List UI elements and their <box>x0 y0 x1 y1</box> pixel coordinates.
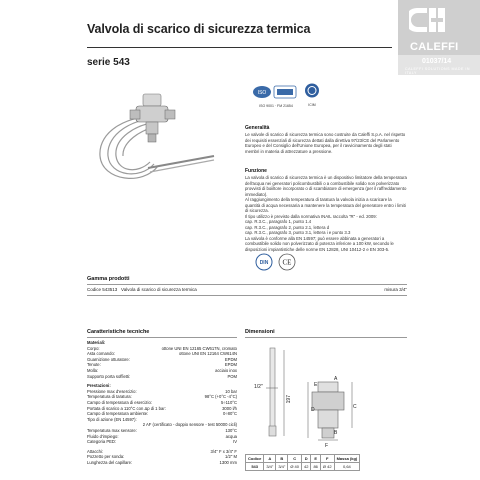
funzione-list-item: cap. R.3.C., paragrafo 2, punto 2.1, lettera d <box>245 224 330 230</box>
spec-row: Portata di scarico a 110°C con Δp di 1 bar: 3000 l/h <box>87 405 237 411</box>
serie-label: serie 543 <box>87 57 130 68</box>
spec-row: Tenute: EPDM <box>87 362 237 368</box>
funzione-list-item: cap. R.3.C., paragrafo 3, punto 3.1, lettera i e punto 3.3 <box>245 230 351 235</box>
generalita-section <box>245 125 407 154</box>
gamma-size: misura 3/4" <box>384 287 407 292</box>
gamma-rule-bottom <box>87 295 407 296</box>
funzione-text-1: La valvola di scarico di sicurezza termica è un dispositivo limitatore della temperatura dell'acqua nei generatori policombustibili o a combustibile solido non polverizzato provvisti di boiiltore incorporato o di scambiatore di emergenza (per il raffreddamento immediato). <box>245 175 407 197</box>
funzione-heading: Funzione <box>245 168 267 174</box>
table-row: 543 3/4" 3/4" Ø 40 42 86 Ø 42 0,64 <box>246 463 360 471</box>
doc-code: 01037/14 <box>422 58 452 65</box>
funzione-text-2: Al raggiungimento della temperatura di taratura la valvola inizia a scaricare la quantità di acqua necessaria a mantenere la temperatura del generatore entro i limiti di sicurezza. <box>245 197 406 213</box>
spec-row: Campo di temperatura ambiente: 0÷80°C <box>87 411 237 417</box>
spec-row: Supporto porta soffietti: POM <box>87 373 237 379</box>
dimensioni-heading: Dimensioni <box>245 329 275 335</box>
dimensioni-rule <box>245 337 407 338</box>
spec-row: Attacchi: 3/4" F x 3/4" F <box>87 448 237 454</box>
gamma-rule <box>87 284 407 285</box>
funzione-list-item: cap. R.3.C., paragrafo 1, punto 1.4 <box>245 219 312 224</box>
ce-mark-icon <box>278 253 296 271</box>
spec-row: Campo di temperatura di esercizio: 5÷110°C <box>87 399 237 405</box>
funzione-section <box>245 168 407 252</box>
caratteristiche-table <box>87 340 237 465</box>
spec-row: Pressione max d'esercizio: 10 bar <box>87 388 237 394</box>
spec-row: Pozzetto per sonda: 1/2" M <box>87 454 237 460</box>
spec-row: Categoria PED: IV <box>87 439 237 445</box>
icim-cert-icon <box>303 83 321 98</box>
iso-cert-text: ISO 9001 · FM 21654 <box>259 104 293 108</box>
spec-row: Corpo: ottone UNI EN 12165 CW617N, cromato <box>87 345 237 351</box>
iso-cert-badge <box>252 85 300 108</box>
dim-letter: F <box>325 443 329 449</box>
din-cert-icon <box>255 253 273 271</box>
caratteristiche-rule <box>87 337 237 338</box>
svg-text:CE: CE <box>282 258 292 267</box>
dimension-table <box>245 454 360 471</box>
iso-cert-icon <box>252 85 300 99</box>
dim-label-half: 1/2" <box>254 384 263 390</box>
dimension-drawing <box>248 340 408 450</box>
funzione-list-item: La valvola è conforme alla EN 14597; può essere abbinata a generatori a combustibile solido non polverizzato di potenza inferiore a 100 kW, secondo le disposizioni impiantistiche delle norme EN 12828, UNI 10412-2 e EN 303-5. <box>245 235 394 252</box>
spec-row: Guarnizione otturatore: EPDM <box>87 356 237 362</box>
spec-row: Asta comando: ottone UNI EN 12164 CW614N <box>87 351 237 357</box>
brand-name: CALEFFI <box>410 41 459 53</box>
dim-label-197: 197 <box>286 395 292 404</box>
dim-letter: E <box>314 382 318 388</box>
generalita-heading: Generalità <box>245 125 270 131</box>
dim-letter: B <box>334 430 338 436</box>
icim-cert-text: ICIM <box>308 103 316 107</box>
spec-row: 2 AF (certificato - doppio sensore - test 50000 cicli) <box>142 422 237 428</box>
dim-letter: D <box>311 407 315 413</box>
spec-row: Temperatura max sensore: 130°C <box>87 427 237 433</box>
table-header-row: Codice A B C D E F Massa (kg) <box>246 455 360 463</box>
prestazioni-heading: Prestazioni: <box>87 383 111 389</box>
icim-cert-badge <box>303 83 321 105</box>
gamma-row <box>87 287 407 292</box>
valve-product-image <box>88 86 223 201</box>
page-title: Valvola di scarico di sicurezza termica <box>87 22 311 36</box>
materiali-heading: Materiali: <box>87 340 106 345</box>
svg-text:ISO: ISO <box>257 90 267 96</box>
svg-text:DIN: DIN <box>259 260 269 266</box>
dim-letter: C <box>353 404 357 410</box>
funzione-list-item: Il tipo utilizzo è previsto dalla normativa INAIL raccolta "R" - ed. 2009: <box>245 213 377 219</box>
tagline: CALEFFI SOLUTIONS MADE IN ITALY <box>405 67 471 75</box>
caleffi-logo-icon <box>409 6 447 36</box>
spec-row: Lunghezza del capillare: 1300 mm <box>87 459 237 465</box>
spec-row: Fluido d'impiego: acqua <box>87 433 237 439</box>
gamma-description: Valvola di scarico di sicurezza termica <box>121 287 197 292</box>
gamma-heading: Gamma prodotti <box>87 276 130 282</box>
caratteristiche-heading: Caratteristiche tecniche <box>87 329 150 335</box>
dim-letter: A <box>334 376 338 382</box>
gamma-code: Codice 543513 <box>87 287 118 292</box>
spec-row: Temperatura di taratura: 98°C (+0°C -4°C) <box>87 394 237 400</box>
spec-row: Molla: acciaio inox <box>87 367 237 373</box>
spec-row: Tipo di azione (EN 14597): <box>87 416 137 422</box>
generalita-text: Le valvole di scarico di sicurezza termica sono costruite da Caleffi S.p.A. nel rispetto dei requisiti essenziali di sicurezza dettati dalla direttiva 97/23/CE del Parlamento Europeo e del Consiglio dell'Unione Europea, per il ravvicinamento degli stati membri in materia di attrezzature a pressione. <box>245 132 406 154</box>
header-rule <box>87 47 392 48</box>
